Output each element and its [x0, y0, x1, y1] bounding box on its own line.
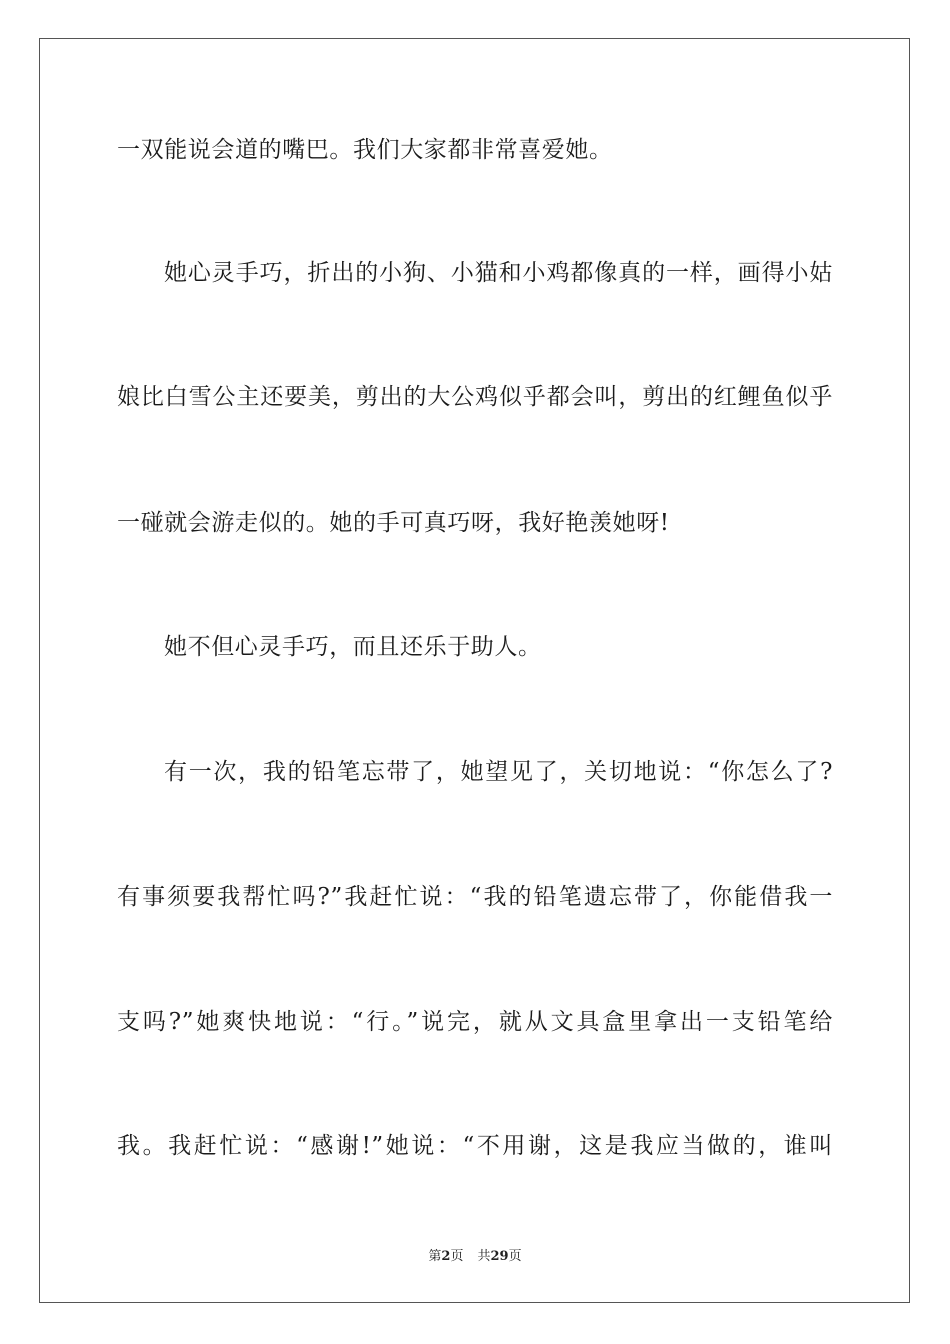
paragraph-line: 娘比白雪公主还要美，剪出的大公鸡似乎都会叫，剪出的红鲤鱼似乎	[117, 384, 833, 410]
total-prefix: 共	[477, 1249, 491, 1264]
page-prefix: 第	[428, 1249, 442, 1264]
paragraph-line: 一双能说会道的嘴巴。我们大家都非常喜爱她。	[117, 137, 613, 163]
paragraph-line: 她不但心灵手巧，而且还乐于助人。	[164, 634, 542, 660]
paragraph-line: 一碰就会游走似的。她的手可真巧呀，我好艳羡她呀!	[117, 510, 670, 536]
paragraph-line: 我。我赶忙说：“感谢!”她说：“不用谢，这是我应当做的，谁叫	[117, 1133, 833, 1159]
paragraph-line: 她心灵手巧，折出的小狗、小猫和小鸡都像真的一样，画得小姑	[164, 260, 833, 286]
paragraph-line: 支吗?”她爽快地说：“行。”说完，就从文具盒里拿出一支铅笔给	[117, 1009, 833, 1035]
paragraph-line: 有一次，我的铅笔忘带了，她望见了，关切地说：“你怎么了?	[164, 759, 833, 785]
page-border	[39, 38, 910, 1303]
paragraph-line: 有事须要我帮忙吗?”我赶忙说：“我的铅笔遗忘带了，你能借我一	[117, 884, 833, 910]
total-pages: 29	[490, 1249, 509, 1264]
page-suffix: 页	[450, 1249, 464, 1264]
total-suffix: 页	[508, 1249, 522, 1264]
page-footer	[0, 1248, 950, 1266]
page-number: 2	[441, 1249, 451, 1264]
